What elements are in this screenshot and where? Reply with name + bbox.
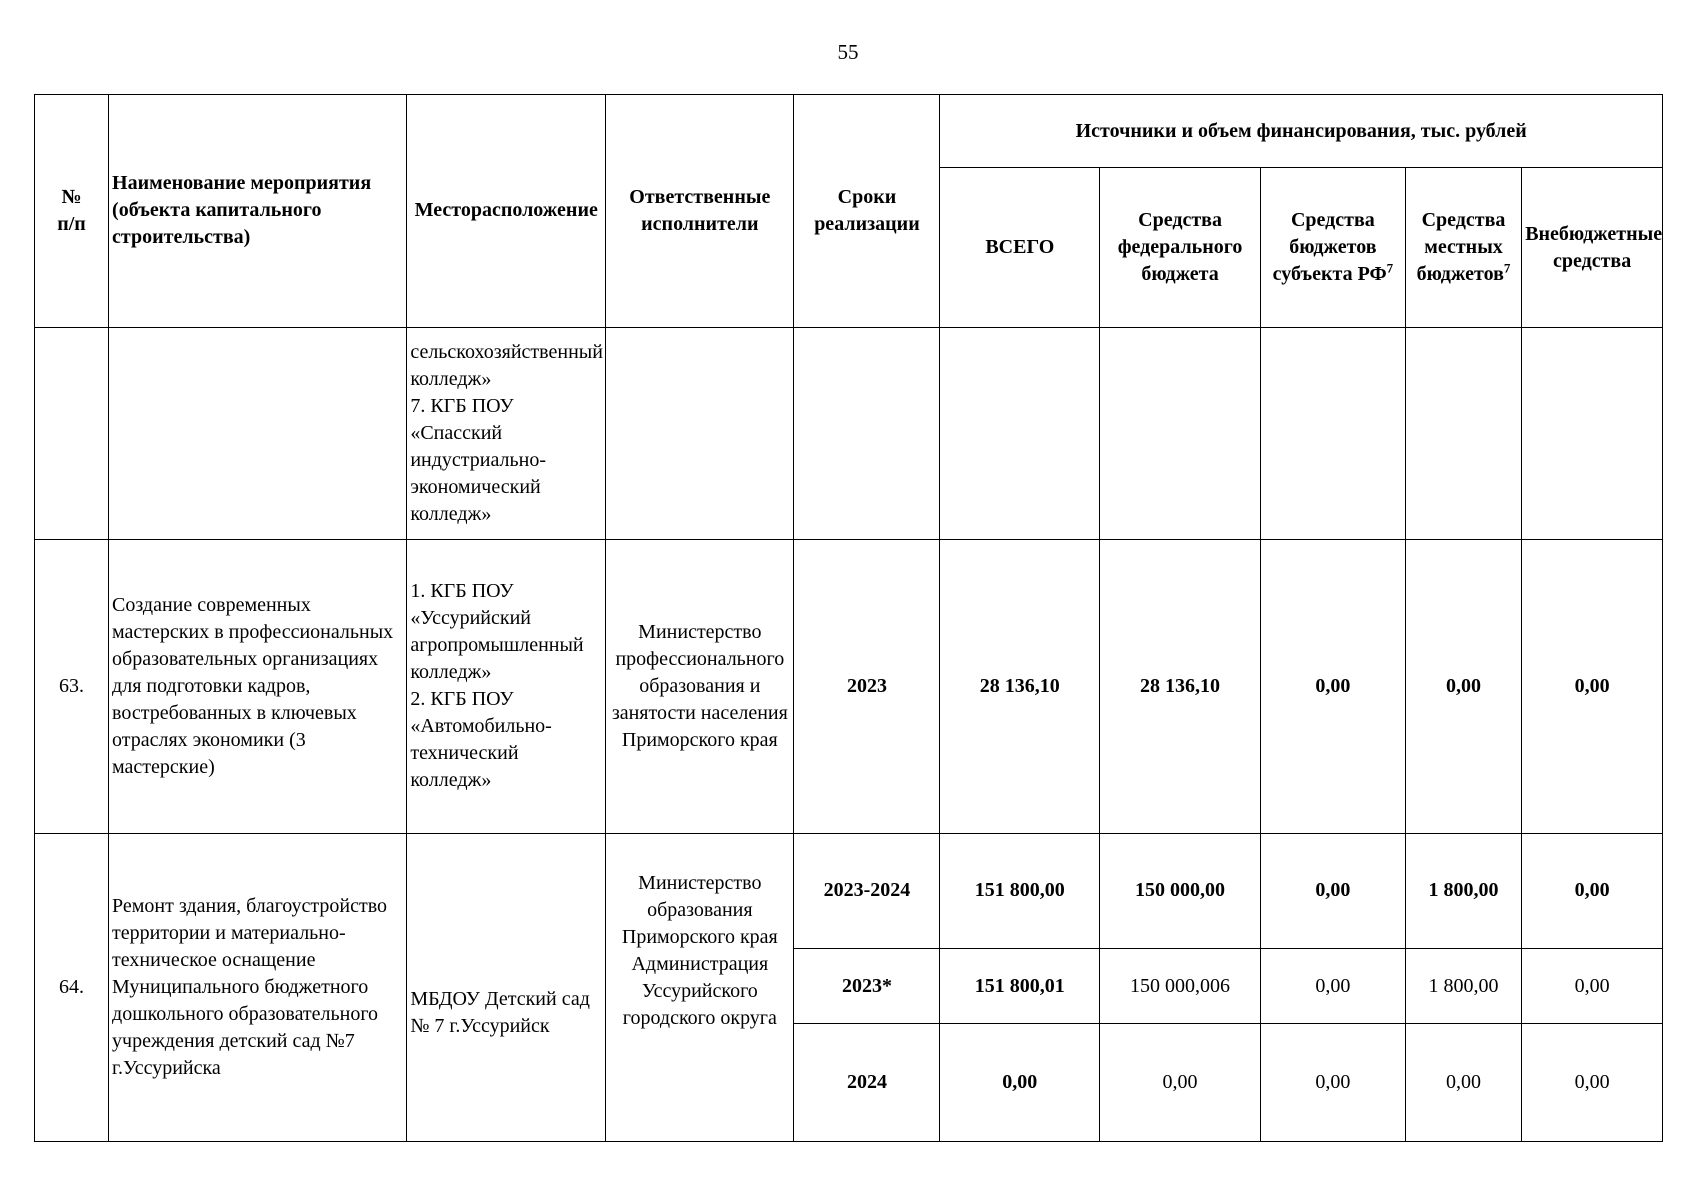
header-name: Наименование мероприятия (объекта капитального строительства) [109, 95, 407, 328]
page-number: 55 [837, 40, 859, 64]
row-subject: 0,00 [1260, 833, 1405, 948]
row-total [940, 327, 1100, 539]
header-local-label: Средства местных бюджетов [1416, 209, 1506, 286]
header-sources: Источники и объем финансирования, тыс. рублей [940, 95, 1663, 168]
header-subject-label: Средства бюджетов субъекта РФ [1272, 209, 1387, 286]
row-responsible [606, 327, 794, 539]
row-subject [1260, 327, 1405, 539]
header-responsible: Ответственные исполнители [606, 95, 794, 328]
row-num: 63. [35, 539, 109, 833]
header-total: ВСЕГО [940, 168, 1100, 327]
row-local: 1 800,00 [1405, 833, 1521, 948]
row-extra: 0,00 [1522, 833, 1663, 948]
table-row [35, 833, 1663, 948]
row-name: Ремонт здания, благоустройство территории и материально-техническое оснащение Муниципального бюджетного дошкольного образовательного учреждения детский сад №7 г.Уссурийска [109, 833, 407, 1141]
row-subject: 0,00 [1260, 948, 1405, 1024]
header-federal: Средства федерального бюджета [1100, 168, 1261, 327]
row-subject: 0,00 [1260, 1024, 1405, 1142]
row-num: 64. [35, 833, 109, 1141]
row-responsible: Министерство профессионального образования и занятости населения Приморского края [606, 539, 794, 833]
row-federal [1100, 327, 1261, 539]
header-subject [1260, 168, 1405, 327]
row-local: 0,00 [1405, 1024, 1521, 1142]
row-location: МБДОУ Детский сад № 7 г.Уссурийск [407, 833, 606, 1141]
row-federal: 150 000,006 [1100, 948, 1261, 1024]
row-federal: 0,00 [1100, 1024, 1261, 1142]
header-terms: Сроки реализации [794, 95, 940, 328]
row-terms: 2023 [794, 539, 940, 833]
row-local: 0,00 [1405, 539, 1521, 833]
row-subject: 0,00 [1260, 539, 1405, 833]
row-terms: 2023* [794, 948, 940, 1024]
row-local: 1 800,00 [1405, 948, 1521, 1024]
header-local [1405, 168, 1521, 327]
row-extra: 0,00 [1522, 948, 1663, 1024]
table-row [35, 327, 1663, 539]
header-location: Месторасположение [407, 95, 606, 328]
header-row-1 [35, 95, 1663, 168]
header-extra: Внебюджетные средства [1522, 168, 1663, 327]
row-terms [794, 327, 940, 539]
row-extra: 0,00 [1522, 539, 1663, 833]
row-federal: 28 136,10 [1100, 539, 1261, 833]
table-row [35, 539, 1663, 833]
row-total: 0,00 [940, 1024, 1100, 1142]
row-total: 151 800,01 [940, 948, 1100, 1024]
row-name [109, 327, 407, 539]
financing-table [34, 94, 1663, 1142]
header-subject-footnote: 7 [1386, 260, 1394, 276]
row-extra: 0,00 [1522, 1024, 1663, 1142]
row-responsible: Министерство образования Приморского края Администрация Уссурийского городского округа [606, 833, 794, 1141]
row-total: 151 800,00 [940, 833, 1100, 948]
row-terms: 2024 [794, 1024, 940, 1142]
row-num [35, 327, 109, 539]
header-local-footnote: 7 [1503, 260, 1511, 276]
row-location: 1. КГБ ПОУ «Уссурийский агропромышленный колледж» 2. КГБ ПОУ «Автомобильно-технический колледж» [407, 539, 606, 833]
row-location: сельскохозяйственный колледж» 7. КГБ ПОУ «Спасский индустриально-экономический колледж» [407, 327, 606, 539]
row-name: Создание современных мастерских в профессиональных образовательных организациях для подготовки кадров, востребованных в ключевых отраслях экономики (3 мастерские) [109, 539, 407, 833]
header-num: № п/п [35, 95, 109, 328]
row-terms: 2023-2024 [794, 833, 940, 948]
row-local [1405, 327, 1521, 539]
row-extra [1522, 327, 1663, 539]
row-federal: 150 000,00 [1100, 833, 1261, 948]
row-total: 28 136,10 [940, 539, 1100, 833]
